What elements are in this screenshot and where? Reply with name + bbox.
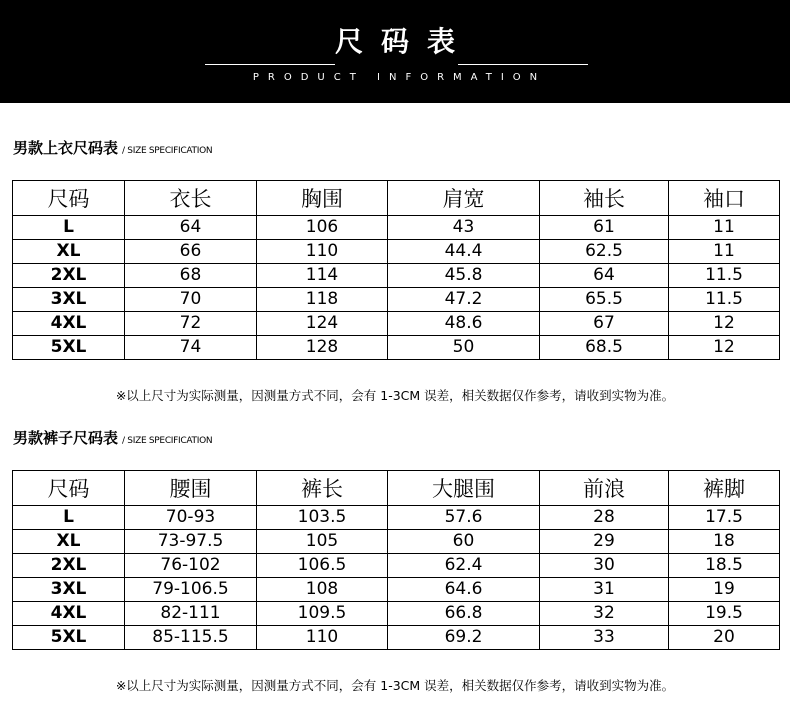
- measurement-cell: 64: [125, 216, 257, 240]
- measurement-cell: 11: [669, 240, 780, 264]
- tops-subtitle: / SIZE SPECIFICATION: [122, 146, 213, 156]
- measurement-cell: 106.5: [257, 554, 388, 578]
- measurement-cell: 32: [540, 602, 669, 626]
- tops-column-header: 肩宽: [388, 181, 540, 216]
- measurement-cell: 62.5: [540, 240, 669, 264]
- measurement-cell: 118: [257, 288, 388, 312]
- measurement-cell: 29: [540, 530, 669, 554]
- measurement-cell: 31: [540, 578, 669, 602]
- page-subtitle: PRODUCT INFORMATION: [252, 72, 547, 83]
- page-title: 尺码表: [334, 25, 473, 58]
- measurement-cell: 65.5: [540, 288, 669, 312]
- tops-column-header: 尺码: [13, 181, 125, 216]
- table-row: [13, 530, 780, 554]
- measurement-cell: 11.5: [669, 264, 780, 288]
- size-label-cell: 5XL: [13, 626, 125, 650]
- table-row: [13, 216, 780, 240]
- measurement-cell: 50: [388, 336, 540, 360]
- measurement-cell: 85-115.5: [125, 626, 257, 650]
- measurement-cell: 57.6: [388, 506, 540, 530]
- measurement-cell: 17.5: [669, 506, 780, 530]
- measurement-cell: 18.5: [669, 554, 780, 578]
- measurement-cell: 76-102: [125, 554, 257, 578]
- measurement-cell: 69.2: [388, 626, 540, 650]
- header-divider-right: [458, 64, 588, 65]
- table-row: [13, 602, 780, 626]
- measurement-cell: 70: [125, 288, 257, 312]
- pants-column-header: 尺码: [13, 471, 125, 506]
- tops-section-title: [13, 137, 212, 158]
- measurement-cell: 64.6: [388, 578, 540, 602]
- measurement-cell: 108: [257, 578, 388, 602]
- tops-column-header: 袖长: [540, 181, 669, 216]
- table-row: [13, 506, 780, 530]
- measurement-cell: 18: [669, 530, 780, 554]
- size-label-cell: 2XL: [13, 554, 125, 578]
- pants-subtitle: / SIZE SPECIFICATION: [122, 436, 213, 446]
- measurement-cell: 19: [669, 578, 780, 602]
- size-label-cell: 4XL: [13, 312, 125, 336]
- measurement-cell: 64: [540, 264, 669, 288]
- tops-column-header: 胸围: [257, 181, 388, 216]
- table-row: [13, 336, 780, 360]
- table-row: [13, 288, 780, 312]
- pants-note: ※以上尺寸为实际测量，因测量方式不同，会有 1-3CM 误差，相关数据仅作参考，请收到实物为准。: [115, 678, 675, 693]
- size-label-cell: 3XL: [13, 288, 125, 312]
- tops-header-row: [13, 181, 780, 216]
- measurement-cell: 30: [540, 554, 669, 578]
- measurement-cell: 61: [540, 216, 669, 240]
- table-row: [13, 264, 780, 288]
- header-banner: [0, 0, 790, 103]
- pants-column-header: 裤脚: [669, 471, 780, 506]
- measurement-cell: 66.8: [388, 602, 540, 626]
- measurement-cell: 11.5: [669, 288, 780, 312]
- tops-column-header: 袖口: [669, 181, 780, 216]
- tops-column-header: 衣长: [125, 181, 257, 216]
- size-label-cell: 5XL: [13, 336, 125, 360]
- pants-column-header: 裤长: [257, 471, 388, 506]
- size-label-cell: L: [13, 506, 125, 530]
- size-label-cell: 3XL: [13, 578, 125, 602]
- measurement-cell: 124: [257, 312, 388, 336]
- size-label-cell: 4XL: [13, 602, 125, 626]
- pants-column-header: 腰围: [125, 471, 257, 506]
- table-row: [13, 312, 780, 336]
- measurement-cell: 103.5: [257, 506, 388, 530]
- tops-title: 男款上衣尺码表: [13, 139, 119, 157]
- size-label-cell: XL: [13, 530, 125, 554]
- measurement-cell: 33: [540, 626, 669, 650]
- measurement-cell: 67: [540, 312, 669, 336]
- table-row: [13, 578, 780, 602]
- measurement-cell: 72: [125, 312, 257, 336]
- measurement-cell: 79-106.5: [125, 578, 257, 602]
- header-divider-left: [205, 64, 335, 65]
- measurement-cell: 68: [125, 264, 257, 288]
- pants-column-header: 大腿围: [388, 471, 540, 506]
- table-row: [13, 626, 780, 650]
- measurement-cell: 62.4: [388, 554, 540, 578]
- pants-title: 男款裤子尺码表: [13, 429, 119, 447]
- tops-size-table: [12, 180, 780, 360]
- measurement-cell: 47.2: [388, 288, 540, 312]
- pants-size-table: [12, 470, 780, 650]
- measurement-cell: 74: [125, 336, 257, 360]
- measurement-cell: 44.4: [388, 240, 540, 264]
- measurement-cell: 105: [257, 530, 388, 554]
- size-label-cell: L: [13, 216, 125, 240]
- measurement-cell: 106: [257, 216, 388, 240]
- measurement-cell: 128: [257, 336, 388, 360]
- table-row: [13, 240, 780, 264]
- measurement-cell: 109.5: [257, 602, 388, 626]
- tops-note: ※以上尺寸为实际测量，因测量方式不同，会有 1-3CM 误差，相关数据仅作参考，请收到实物为准。: [115, 388, 675, 403]
- pants-column-header: 前浪: [540, 471, 669, 506]
- pants-section-title: [13, 427, 212, 448]
- measurement-cell: 114: [257, 264, 388, 288]
- measurement-cell: 43: [388, 216, 540, 240]
- measurement-cell: 45.8: [388, 264, 540, 288]
- measurement-cell: 70-93: [125, 506, 257, 530]
- measurement-cell: 73-97.5: [125, 530, 257, 554]
- measurement-cell: 28: [540, 506, 669, 530]
- measurement-cell: 48.6: [388, 312, 540, 336]
- measurement-cell: 19.5: [669, 602, 780, 626]
- measurement-cell: 12: [669, 336, 780, 360]
- measurement-cell: 20: [669, 626, 780, 650]
- measurement-cell: 68.5: [540, 336, 669, 360]
- measurement-cell: 11: [669, 216, 780, 240]
- table-row: [13, 554, 780, 578]
- measurement-cell: 12: [669, 312, 780, 336]
- measurement-cell: 60: [388, 530, 540, 554]
- measurement-cell: 110: [257, 626, 388, 650]
- size-label-cell: 2XL: [13, 264, 125, 288]
- measurement-cell: 82-111: [125, 602, 257, 626]
- measurement-cell: 66: [125, 240, 257, 264]
- pants-header-row: [13, 471, 780, 506]
- measurement-cell: 110: [257, 240, 388, 264]
- size-label-cell: XL: [13, 240, 125, 264]
